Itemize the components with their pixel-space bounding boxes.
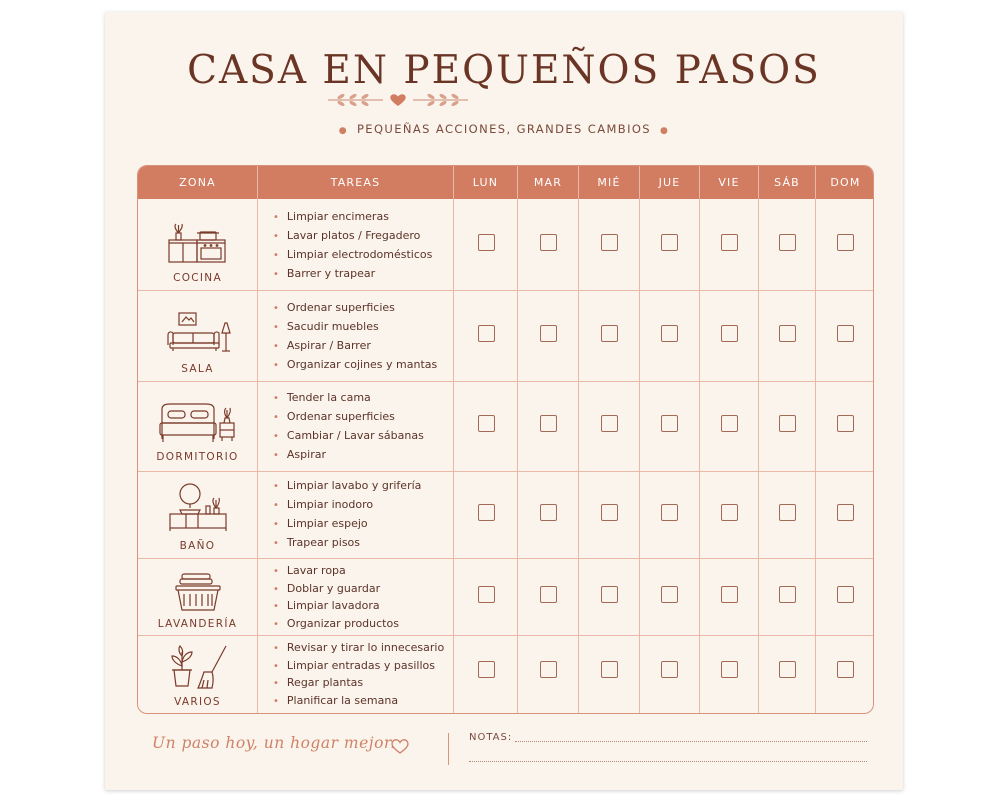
checkbox-thu[interactable]: [661, 586, 678, 603]
checkbox-sun[interactable]: [837, 415, 854, 432]
checkbox-thu[interactable]: [661, 504, 678, 521]
checkbox-sun[interactable]: [837, 661, 854, 678]
checkbox-sat[interactable]: [779, 504, 796, 521]
weekly-cleaning-table: [137, 165, 874, 714]
checkbox-sat[interactable]: [779, 234, 796, 251]
checkbox-mon[interactable]: [478, 325, 495, 342]
checkbox-wed[interactable]: [601, 661, 618, 678]
checkbox-sun[interactable]: [837, 234, 854, 251]
checkbox-wed[interactable]: [601, 586, 618, 603]
checkbox-tue[interactable]: [540, 504, 557, 521]
column-divider: [517, 166, 518, 713]
zone-cell-sala: [138, 299, 257, 375]
task-item: • Limpiar encimeras: [273, 208, 453, 227]
heart-laurel-ornament: [323, 90, 473, 110]
column-divider: [699, 166, 700, 713]
zone-label-sala: SALA: [181, 363, 214, 375]
zone-label-varios: VARIOS: [174, 696, 221, 708]
row-divider: [138, 381, 873, 382]
subtitle: [0, 122, 1008, 136]
checkbox-sun[interactable]: [837, 586, 854, 603]
column-divider: [257, 166, 258, 713]
checkbox-mon[interactable]: [478, 661, 495, 678]
page-title: CASA EN PEQUEÑOS PASOS: [187, 48, 821, 93]
checkbox-mon[interactable]: [478, 415, 495, 432]
zone-label-cocina: COCINA: [173, 272, 222, 284]
task-item: • Limpiar entradas y pasillos: [273, 658, 453, 676]
notes-label: NOTAS:: [469, 732, 513, 743]
task-item: • Sacudir muebles: [273, 318, 453, 337]
laundry-basket-icon: [170, 572, 226, 612]
task-item: • Limpiar inodoro: [273, 496, 453, 515]
tasks-cocina: [273, 208, 453, 284]
column-divider: [815, 166, 816, 713]
task-item: • Doblar y guardar: [273, 581, 453, 599]
checkbox-sun[interactable]: [837, 325, 854, 342]
header-day-sun: DOM: [830, 176, 861, 189]
checkbox-wed[interactable]: [601, 234, 618, 251]
task-item: • Trapear pisos: [273, 534, 453, 553]
checkbox-wed[interactable]: [601, 325, 618, 342]
bullet-dot-icon: ●: [660, 126, 670, 136]
checkbox-fri[interactable]: [721, 234, 738, 251]
footer-quote: Un paso hoy, un hogar mejor.: [152, 734, 396, 752]
task-item: • Aspirar / Barrer: [273, 337, 453, 356]
checkbox-mon[interactable]: [478, 234, 495, 251]
checkbox-fri[interactable]: [721, 504, 738, 521]
task-item: • Limpiar electrodomésticos: [273, 246, 453, 265]
column-divider: [578, 166, 579, 713]
checkbox-wed[interactable]: [601, 415, 618, 432]
checkbox-fri[interactable]: [721, 586, 738, 603]
checkbox-wed[interactable]: [601, 504, 618, 521]
zone-label-dormitorio: DORMITORIO: [156, 451, 239, 463]
row-divider: [138, 290, 873, 291]
task-item: • Organizar productos: [273, 616, 453, 634]
tasks-dormitorio: [273, 390, 453, 463]
task-item: • Cambiar / Lavar sábanas: [273, 427, 453, 446]
tasks-lavanderia: [273, 566, 453, 630]
checkbox-thu[interactable]: [661, 661, 678, 678]
header-day-mon: LUN: [472, 176, 499, 189]
zone-cell-lavanderia: [138, 566, 257, 630]
checkbox-mon[interactable]: [478, 586, 495, 603]
checkbox-tue[interactable]: [540, 586, 557, 603]
tasks-varios: [273, 640, 453, 710]
zone-cell-cocina: [138, 208, 257, 284]
task-item: • Limpiar lavadora: [273, 598, 453, 616]
table-header: [138, 166, 873, 199]
task-item: • Lavar ropa: [273, 563, 453, 581]
checkbox-mon[interactable]: [478, 504, 495, 521]
heart-outline-icon: [390, 737, 410, 755]
zone-cell-varios: [138, 642, 257, 708]
task-item: • Organizar cojines y mantas: [273, 356, 453, 375]
row-divider: [138, 471, 873, 472]
tasks-bano: [273, 478, 453, 552]
column-divider: [453, 166, 454, 713]
sofa-lamp-icon: [162, 309, 234, 357]
bathroom-vanity-icon: [166, 482, 230, 534]
checkbox-sat[interactable]: [779, 586, 796, 603]
task-item: • Limpiar espejo: [273, 515, 453, 534]
header-zona: ZONA: [179, 176, 216, 189]
checkbox-thu[interactable]: [661, 234, 678, 251]
kitchen-stove-icon: [166, 222, 230, 266]
checkbox-thu[interactable]: [661, 415, 678, 432]
row-divider: [138, 635, 873, 636]
footer-divider: [448, 733, 449, 765]
task-item: • Tender la cama: [273, 389, 453, 408]
zone-cell-bano: [138, 478, 257, 552]
header-day-tue: MAR: [533, 176, 563, 189]
header-tareas: TAREAS: [330, 176, 381, 189]
header-day-sat: SÁB: [774, 176, 800, 189]
checkbox-tue[interactable]: [540, 325, 557, 342]
task-item: • Lavar platos / Fregadero: [273, 227, 453, 246]
checkbox-fri[interactable]: [721, 415, 738, 432]
notes-line[interactable]: [515, 741, 867, 742]
zone-label-lavanderia: LAVANDERÍA: [157, 618, 238, 630]
plant-broom-icon: [166, 644, 230, 690]
checkbox-sat[interactable]: [779, 661, 796, 678]
checkbox-tue[interactable]: [540, 661, 557, 678]
checkbox-fri[interactable]: [721, 661, 738, 678]
task-item: • Revisar y tirar lo innecesario: [273, 640, 453, 658]
row-divider: [138, 558, 873, 559]
checkbox-sun[interactable]: [837, 504, 854, 521]
subtitle-text: PEQUEÑAS ACCIONES, GRANDES CAMBIOS: [356, 122, 652, 136]
notes-line[interactable]: [469, 761, 867, 762]
column-divider: [639, 166, 640, 713]
tasks-sala: [273, 299, 453, 375]
task-item: • Ordenar superficies: [273, 408, 453, 427]
task-item: • Planificar la semana: [273, 693, 453, 711]
task-item: • Limpiar lavabo y grifería: [273, 477, 453, 496]
task-item: • Regar plantas: [273, 675, 453, 693]
checkbox-thu[interactable]: [661, 325, 678, 342]
task-item: • Ordenar superficies: [273, 299, 453, 318]
checkbox-tue[interactable]: [540, 415, 557, 432]
task-item: • Barrer y trapear: [273, 265, 453, 284]
checkbox-fri[interactable]: [721, 325, 738, 342]
bullet-dot-icon: ●: [338, 126, 348, 136]
bed-icon: [158, 401, 238, 445]
header-day-fri: VIE: [718, 176, 740, 189]
zone-cell-dormitorio: [138, 390, 257, 463]
checkbox-sat[interactable]: [779, 325, 796, 342]
checkbox-sat[interactable]: [779, 415, 796, 432]
zone-label-bano: BAÑO: [179, 540, 216, 552]
column-divider: [758, 166, 759, 713]
checkbox-tue[interactable]: [540, 234, 557, 251]
header-day-thu: JUE: [658, 176, 681, 189]
header-day-wed: MIÉ: [597, 176, 621, 189]
task-item: • Aspirar: [273, 446, 453, 465]
